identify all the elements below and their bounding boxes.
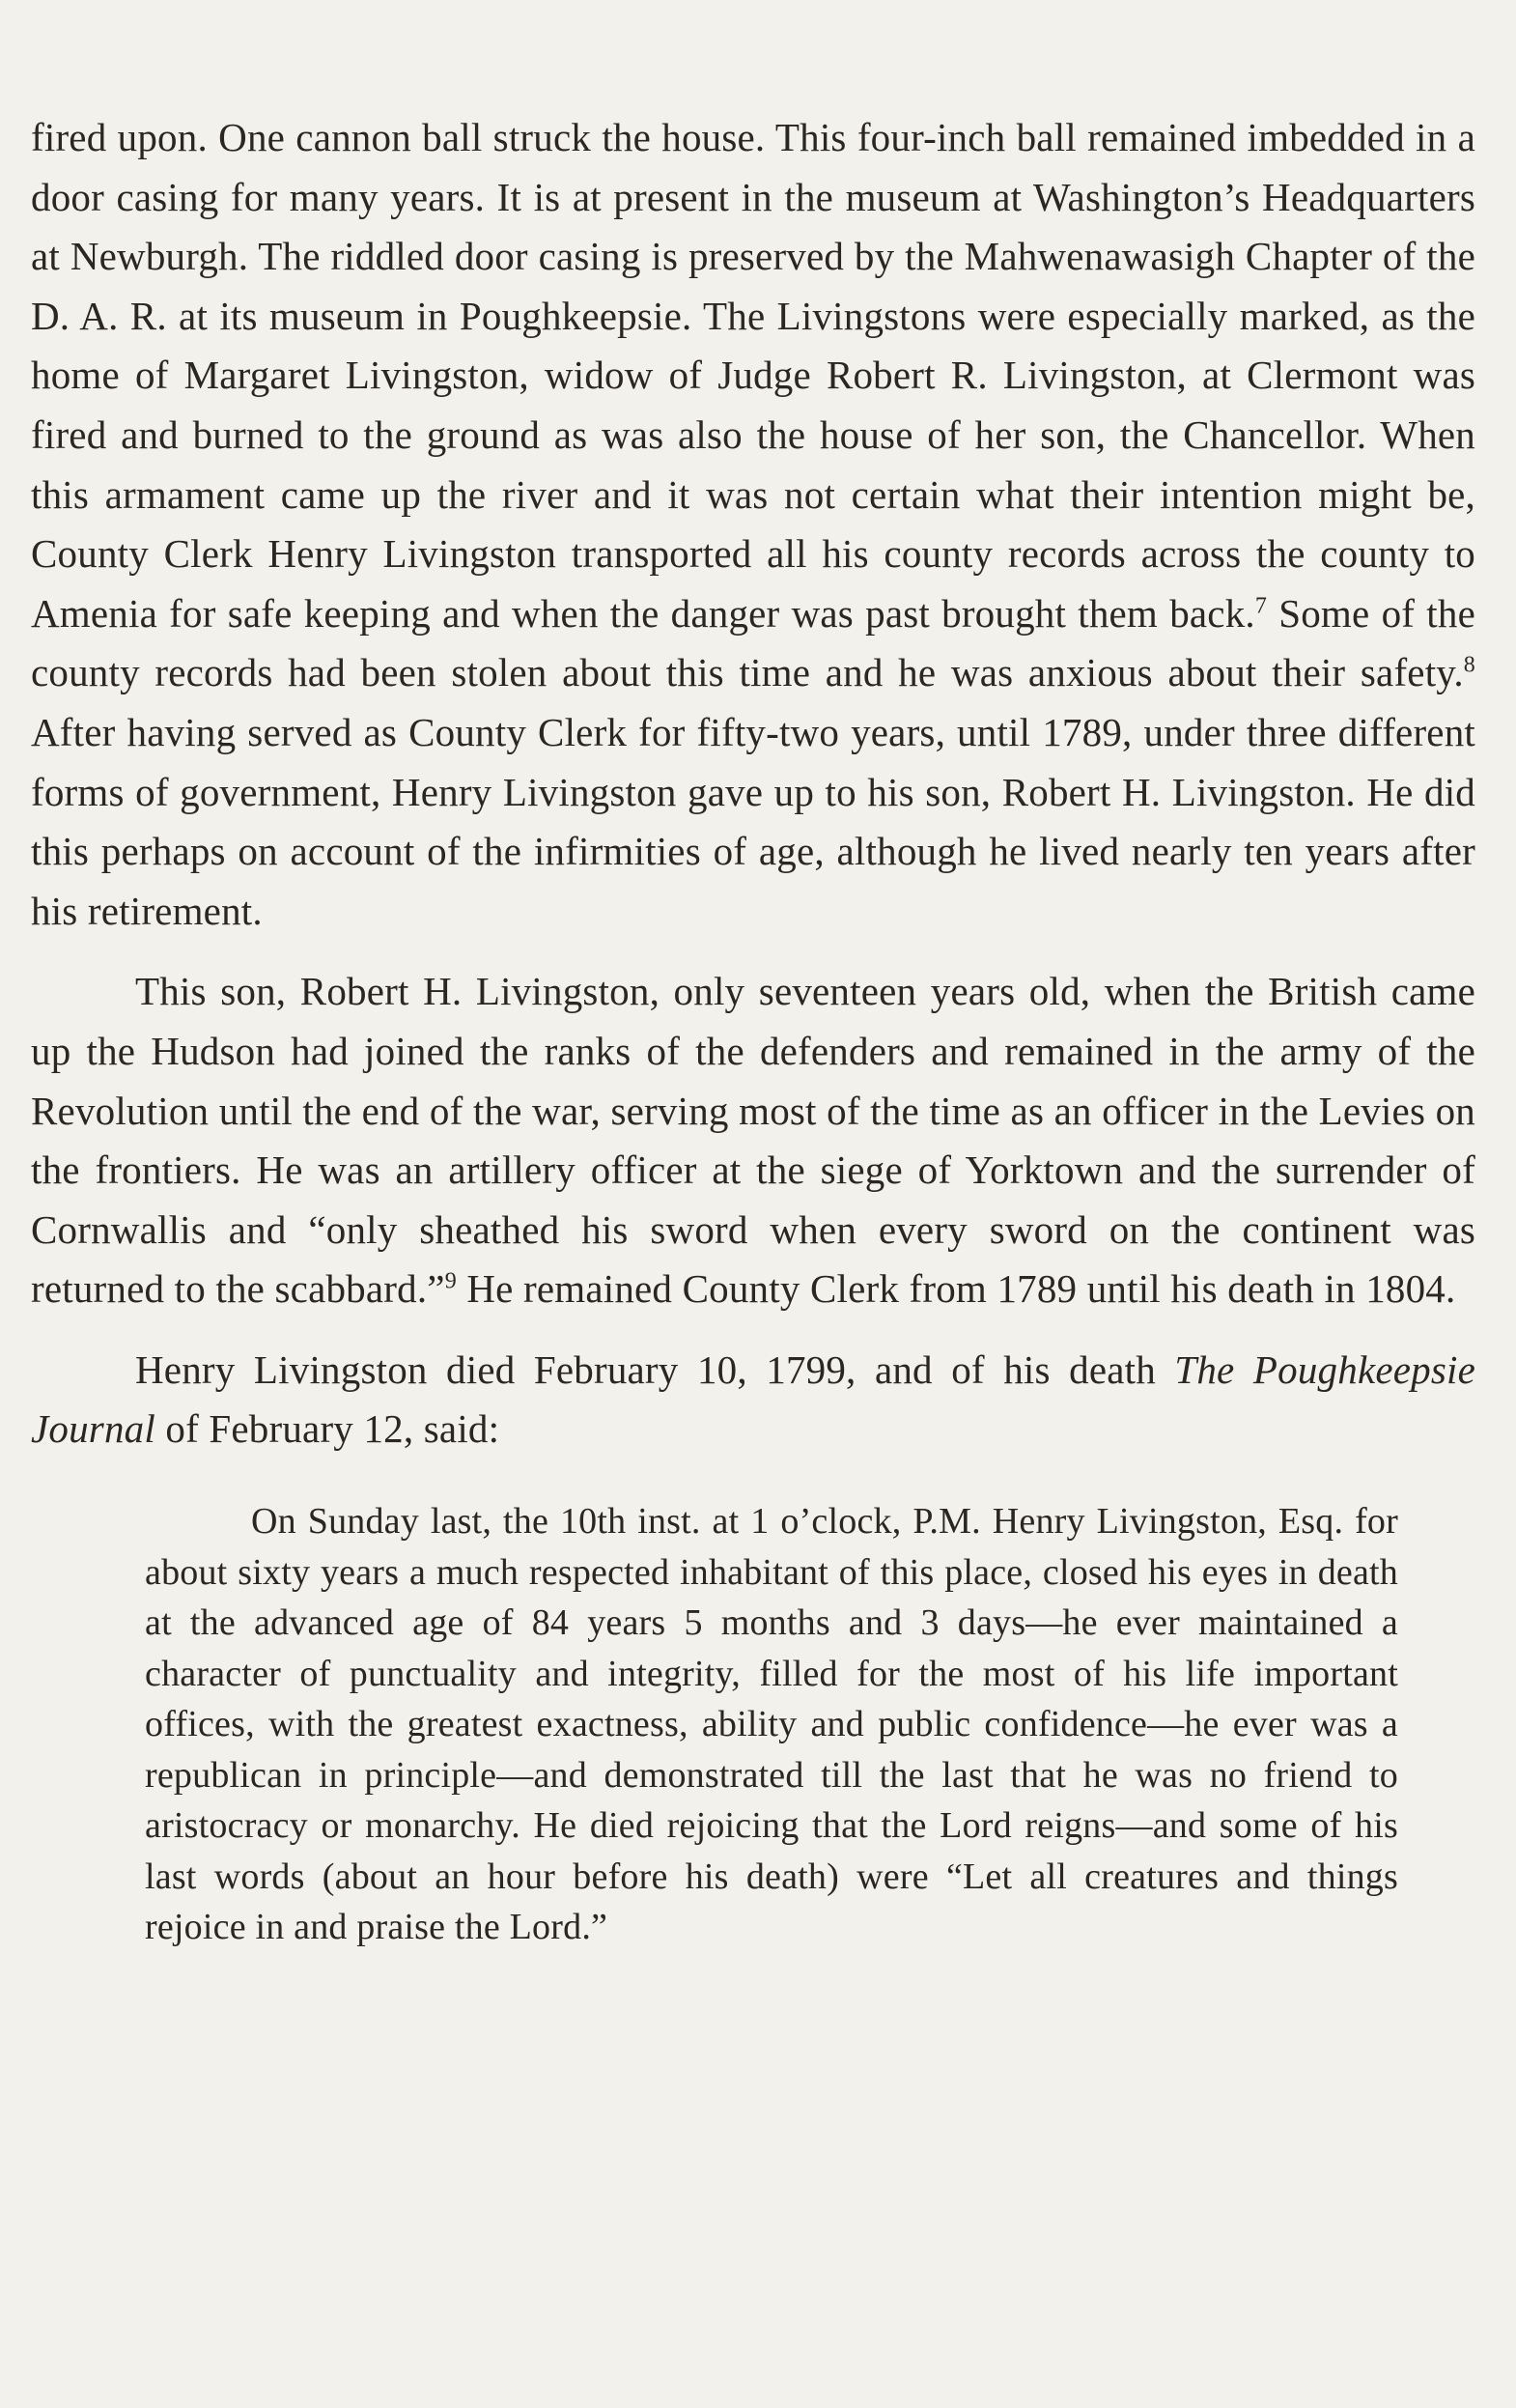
paragraph-3-text-b: of February 12, said: — [154, 1406, 500, 1452]
journal-title: The Poughkeepsie Journal — [31, 1346, 1475, 1452]
paragraph-3-text-a: Henry Livingston died February 10, 1799, and of his death — [135, 1346, 1175, 1392]
paragraph-2-text-b: He remained County Clerk from 1789 until his death in 1804. — [456, 1266, 1456, 1312]
footnote-ref-8: 8 — [1463, 652, 1475, 678]
body-text — [31, 108, 1475, 1459]
paragraph-2 — [31, 962, 1475, 1319]
paragraph-2-text-a: This son, Robert H. Livingston, only seventeen years old, when the British came up the Hudson had joined the ranks of the defenders and remained in the army of the Revolution until the end of the war, serving most of the time as an officer in the Levies on the frontiers. He was an artillery officer at the siege of Yorktown and the surrender of Cornwallis and “only sheathed his sword when every sword on the continent was returned to the scabbard.” — [31, 969, 1475, 1312]
paragraph-1-text-b: Some of the county records had been stolen about this time and he was anxious about their safety. — [31, 590, 1475, 695]
paragraph-3 — [31, 1341, 1475, 1459]
block-quotation: On Sunday last, the 10th inst. at 1 o’clock, P.M. Henry Livingston, Esq. for about sixty years a much respected inhabitant of this place, closed his eyes in death at the advanced age of 84 years 5 months and 3 days—he ever maintained a character of punctuality and integrity, filled for the most of his life important offices, with the greatest exactness, ability and public confidence—he ever was a republican in principle—and demonstrated till the last that he was no friend to aristocracy or monarchy. He died rejoicing that the Lord reigns—and some of his last words (about an hour before his death) were “Let all creatures and things rejoice in and praise the Lord.” — [145, 1501, 1398, 1948]
paragraph-1-text-c: After having served as County Clerk for fifty-two years, until 1789, under three different forms of government, Henry Livingston gave up to his son, Robert H. Livingston. He did this perhaps on account of the infirmities of age, although he lived nearly ten years after his retirement. — [31, 709, 1475, 933]
paragraph-1-text-a: fired upon. One cannon ball struck the house. This four-inch ball remained imbedded in a door casing for many years. It is at present in the museum at Washington’s Headquarters at Newburgh. The riddled door casing is preserved by the Mahwenawasigh Chapter of the D. A. R. at its museum in Poughkeepsie. The Livingstons were especially marked, as the home of Margaret Livingston, widow of Judge Robert R. Livingston, at Clermont was fired and burned to the ground as was also the house of her son, the Chancellor. When this armament came up the river and it was not certain what their intention might be, County Clerk Henry Livingston transported all his county records across the county to Amenia for safe keeping and when the danger was past brought them back. — [31, 115, 1475, 636]
footnote-ref-9: 9 — [444, 1268, 457, 1294]
paragraph-1 — [31, 108, 1475, 941]
footnote-ref-7: 7 — [1254, 593, 1268, 619]
